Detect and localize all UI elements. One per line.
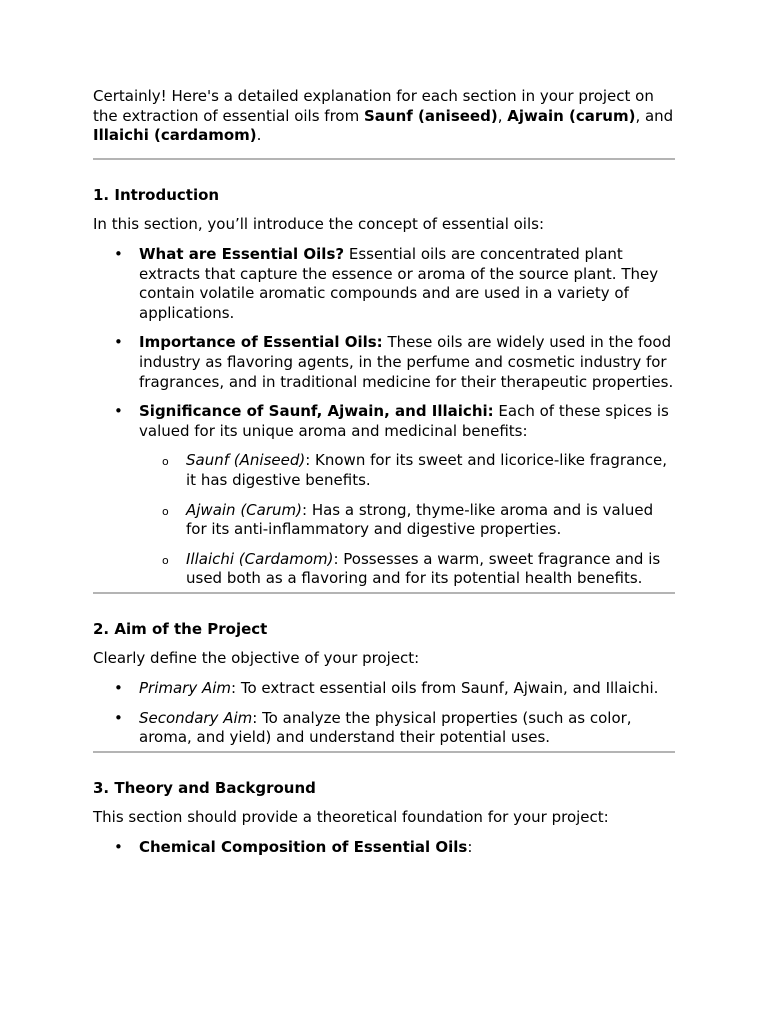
sub-list-item xyxy=(139,451,675,490)
section-theory xyxy=(93,753,675,858)
bullet-text: : xyxy=(467,838,473,857)
intro-separator: , xyxy=(497,106,508,125)
list-item xyxy=(93,709,675,748)
sub-list xyxy=(139,451,675,589)
list-item xyxy=(93,838,675,858)
bullet-text: These oils are widely used in the food industry as flavoring agents, in the perfume and cosmetic industry for fragrances, and in traditional medicine for their therapeutic properties. xyxy=(139,333,674,391)
bullet-label: Chemical Composition of Essential Oils xyxy=(139,838,468,857)
section-lead: This section should provide a theoretical foundation for your project: xyxy=(93,808,609,827)
list-item xyxy=(93,679,675,699)
bullet-text: : To extract essential oils from Saunf, Ajwain, and Illaichi. xyxy=(231,679,659,698)
section-aim xyxy=(93,594,675,748)
section-lead: In this section, you’ll introduce the concept of essential oils: xyxy=(93,215,545,234)
list-item xyxy=(93,245,675,323)
intro-item-illaichi: Illaichi (cardamom) xyxy=(93,126,257,145)
sub-list-item xyxy=(139,550,675,589)
bullet-list xyxy=(93,245,675,589)
sub-list-item xyxy=(139,501,675,540)
intro-item-saunf: Saunf (aniseed) xyxy=(363,106,498,125)
list-item xyxy=(93,402,675,589)
bullet-list xyxy=(93,838,675,858)
document-page xyxy=(93,87,675,868)
intro-suffix: . xyxy=(256,126,262,145)
bullet-label: Primary Aim xyxy=(139,679,232,698)
bullet-list xyxy=(93,679,675,748)
bullet-label: Importance of Essential Oils: xyxy=(139,333,383,352)
bullet-text: Essential oils are concentrated plant extracts that capture the essence or aroma of the source plant. They contain volatile aromatic compounds and are used in a variety of applications. xyxy=(139,244,659,322)
bullet-text: : To analyze the physical properties (such as color, aroma, and yield) and understand their potential uses. xyxy=(139,708,632,747)
intro-prefix: Certainly! Here's a detailed explanation for each section in your project on the extraction of essential oils from xyxy=(93,87,654,125)
section-heading: 2. Aim of the Project xyxy=(93,619,268,638)
intro-paragraph xyxy=(93,87,675,146)
intro-item-ajwain: Ajwain (carum) xyxy=(507,106,636,125)
sub-item-text: : Possesses a warm, sweet fragrance and is used both as a flavoring and for its potential health benefits. xyxy=(186,549,661,588)
list-item xyxy=(93,333,675,392)
section-lead: Clearly define the objective of your project: xyxy=(93,649,420,668)
bullet-label: Secondary Aim xyxy=(139,708,253,727)
bullet-label: Significance of Saunf, Ajwain, and Illaichi: xyxy=(139,402,494,421)
section-heading: 3. Theory and Background xyxy=(93,778,316,797)
bullet-label: What are Essential Oils? xyxy=(139,244,345,263)
sub-item-label: Illaichi (Cardamom) xyxy=(186,549,334,568)
intro-separator: , and xyxy=(635,106,674,125)
sub-item-text: : Known for its sweet and licorice-like fragrance, it has digestive benefits. xyxy=(186,451,668,489)
bullet-text: Each of these spices is valued for its unique aroma and medicinal benefits: xyxy=(139,402,669,440)
sub-item-text: : Has a strong, thyme-like aroma and is valued for its anti-inflammatory and digestive properties. xyxy=(186,500,654,539)
sub-item-label: Ajwain (Carum) xyxy=(186,500,302,519)
sub-item-label: Saunf (Aniseed) xyxy=(186,451,306,470)
section-introduction xyxy=(93,160,675,589)
section-heading: 1. Introduction xyxy=(93,185,220,204)
